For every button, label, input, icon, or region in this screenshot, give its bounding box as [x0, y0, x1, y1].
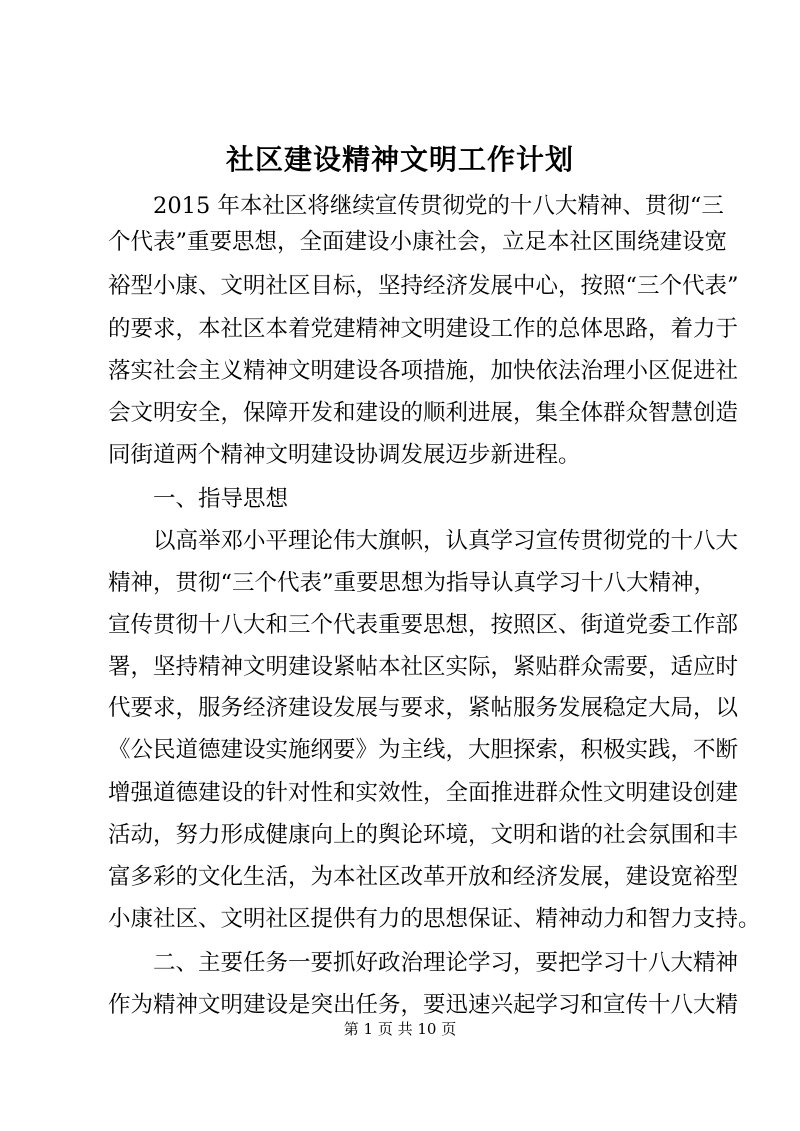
- paragraph-2-line-1: 以高举邓小平理论伟大旗帜，认真学习宣传贯彻党的十八大: [108, 528, 739, 554]
- paragraph-1-line-6: 会文明安全，保障开发和建设的顺利进展，集全体群众智慧创造: [108, 400, 739, 426]
- paragraph-1-line-1: 2015 年本社区将继续宣传贯彻党的十八大精神、贯彻“三: [108, 193, 724, 219]
- document-title: 社区建设精神文明工作计划: [225, 143, 574, 176]
- paragraph-1-line-7: 同街道两个精神文明建设协调发展迈步新进程。: [108, 442, 581, 468]
- paragraph-2-line-10: 小康社区、文明社区提供有力的思想保证、精神动力和智力支持。: [108, 906, 761, 932]
- paragraph-3-line-1: 二、主要任务一要抓好政治理论学习，要把学习十八大精神: [108, 950, 739, 976]
- paragraph-2-line-5: 代要求，服务经济建设发展与要求，紧帖服务发展稳定大局，以: [108, 695, 739, 721]
- paragraph-1-line-4: 的要求，本社区本着党建精神文明建设工作的总体思路，着力于: [108, 316, 739, 342]
- page-number-footer: 第 1 页 共 10 页: [343, 1020, 457, 1038]
- paragraph-2-line-4: 署，坚持精神文明建设紧帖本社区实际，紧贴群众需要，适应时: [108, 654, 739, 680]
- paragraph-1-line-2: 个代表”重要思想，全面建设小康社会，立足本社区围绕建设宽: [108, 229, 728, 255]
- paragraph-2-line-9: 富多彩的文化生活，为本社区改革开放和经济发展，建设宽裕型: [108, 864, 739, 890]
- paragraph-2-line-7: 增强道德建设的针对性和实效性，全面推进群众性文明建设创建: [108, 780, 739, 806]
- paragraph-3-line-2: 作为精神文明建设是突出任务，要迅速兴起学习和宣传十八大精: [108, 992, 739, 1018]
- paragraph-1-line-5: 落实社会主义精神文明建设各项措施，加快依法治理小区促进社: [108, 358, 739, 384]
- paragraph-1-line-3: 裕型小康、文明社区目标，坚持经济发展中心，按照“三个代表”: [108, 273, 739, 299]
- section-heading-guiding-thought: 一、指导思想: [108, 486, 289, 512]
- paragraph-2-line-8: 活动，努力形成健康向上的舆论环境，文明和谐的社会氛围和丰: [108, 822, 739, 848]
- paragraph-2-line-3: 宣传贯彻十八大和三个代表重要思想，按照区、街道党委工作部: [108, 612, 739, 638]
- paragraph-2-line-2: 精神，贯彻“三个代表”重要思想为指导认真学习十八大精神，: [108, 570, 717, 596]
- paragraph-2-line-6: 《公民道德建设实施纲要》为主线，大胆探索，积极实践，不断: [108, 737, 739, 763]
